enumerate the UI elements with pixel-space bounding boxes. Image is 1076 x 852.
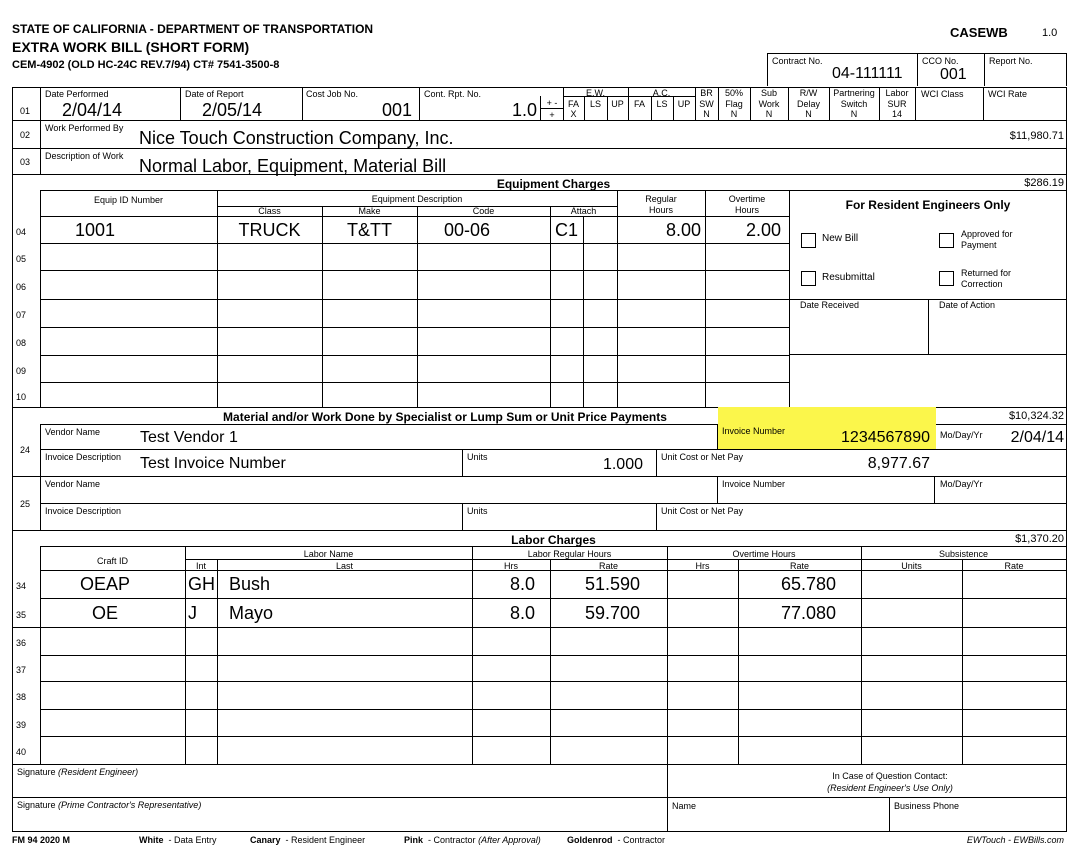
line-number: 35 — [16, 609, 27, 620]
line-number: 36 — [16, 638, 27, 648]
col-code: Code — [472, 206, 495, 216]
ot-rate-cell[interactable]: 65.780 — [780, 574, 836, 594]
col-ot-rate: Rate — [789, 561, 809, 571]
labor-initials-cell[interactable]: GH — [188, 574, 215, 594]
ac-label: A.C. — [652, 88, 671, 98]
line-number: 09 — [16, 365, 27, 376]
cost-job-field[interactable]: 001 — [381, 100, 412, 120]
business-phone-label: Business Phone — [894, 801, 960, 811]
new-bill-label: New Bill — [822, 233, 859, 244]
plus-minus-top[interactable]: + - — [546, 98, 558, 108]
line-number: 37 — [16, 665, 27, 675]
ot-rate-cell[interactable]: 77.080 — [780, 602, 836, 623]
col-reg-hrs: Hrs — [504, 561, 518, 571]
col-overtime: Overtime — [728, 194, 766, 204]
equipment-section-title: Equipment Charges — [496, 177, 611, 191]
col-sub-rate: Rate — [1004, 561, 1024, 571]
line-number: 01 — [20, 106, 31, 116]
col-reg-rate: Rate — [598, 561, 618, 571]
line-number: 08 — [16, 338, 27, 348]
labor-sur-value[interactable]: 14 — [891, 109, 902, 119]
date-report-label: Date of Report — [185, 89, 244, 99]
line-number: 25 — [20, 499, 31, 509]
reg-hours-cell[interactable]: 8.0 — [509, 602, 535, 623]
vendor-name-label: Vendor Name — [45, 427, 101, 437]
contact-note: (Resident Engineer's Use Only) — [827, 783, 953, 793]
resident-engineers-title: For Resident Engineers Only — [845, 198, 1011, 212]
ac-fa-label: FA — [633, 99, 645, 109]
units-field[interactable]: 1.000 — [602, 456, 643, 473]
new-bill-checkbox[interactable] — [801, 233, 816, 248]
reg-rate-cell[interactable]: 59.700 — [584, 602, 640, 623]
labor-initials-cell[interactable]: J — [188, 602, 197, 623]
cost-job-label: Cost Job No. — [306, 89, 359, 99]
equipment-total: $286.19 — [1024, 177, 1064, 189]
line-number: 10 — [16, 391, 27, 402]
br-sw-label: SW — [699, 99, 714, 109]
craft-id-cell[interactable]: OE — [91, 602, 118, 623]
partnering-value[interactable]: N — [850, 109, 858, 119]
returned-label-2: Correction — [961, 279, 1003, 289]
col-subsistence: Subsistence — [938, 549, 989, 559]
copy-white: White - Data Entry — [139, 835, 217, 845]
approved-label-2: Payment — [961, 240, 997, 250]
material-section-title: Material and/or Work Done by Specialist or Lump Sum or Unit Price Payments — [223, 410, 667, 424]
ew-fa-label: FA — [567, 99, 579, 109]
date-label: Mo/Day/Yr — [940, 430, 983, 440]
invoice-description-field[interactable]: Test Invoice Number — [140, 455, 286, 472]
labor-total: $1,370.20 — [1015, 533, 1064, 545]
wci-rate-label: WCI Rate — [988, 89, 1028, 99]
labor-section-title: Labor Charges — [511, 533, 596, 547]
col-labor-regular: Labor Regular Hours — [527, 549, 612, 559]
line-number: 38 — [16, 692, 27, 702]
labor-last-name-cell[interactable]: Mayo — [229, 602, 274, 623]
vendor-name-label-2: Vendor Name — [45, 479, 101, 489]
sub-work-value[interactable]: N — [765, 109, 773, 119]
col-overtime-hours: Hours — [734, 205, 759, 215]
reg-hours-cell[interactable]: 8.0 — [509, 574, 535, 594]
craft-id-cell[interactable]: OEAP — [79, 574, 131, 594]
date-performed-label: Date Performed — [45, 89, 109, 99]
partnering-label: Partnering — [833, 88, 875, 98]
rw-label: R/W — [799, 88, 818, 98]
plus-minus-bottom[interactable]: + — [549, 110, 555, 120]
equip-class-cell[interactable]: TRUCK — [238, 219, 301, 240]
copy-canary: Canary - Resident Engineer — [250, 835, 366, 845]
cco-label: CCO No. — [922, 56, 959, 66]
rw-delay-value[interactable]: N — [805, 109, 812, 119]
col-equip-id: Equip ID Number — [93, 195, 164, 205]
col-ot-hrs: Hrs — [695, 561, 710, 571]
line-number: 04 — [16, 226, 27, 237]
sub-label: Sub — [760, 88, 777, 98]
returned-checkbox[interactable] — [939, 271, 954, 286]
approved-label: Approved for — [961, 229, 1013, 239]
equip-regular-hours-cell[interactable]: 8.00 — [665, 219, 701, 240]
col-craft-id: Craft ID — [96, 556, 128, 566]
line-number: 40 — [16, 747, 27, 757]
footer-form-number: FM 94 2020 M — [12, 835, 71, 845]
labor-label: Labor — [885, 88, 909, 98]
date-action-label: Date of Action — [939, 300, 996, 310]
work-performed-field[interactable]: Nice Touch Construction Company, Inc. — [139, 128, 454, 148]
line-number: 05 — [16, 253, 27, 264]
resubmittal-label: Resubmittal — [822, 272, 875, 283]
signature-contractor-label: Signature (Prime Contractor's Representative) — [17, 800, 202, 810]
approved-checkbox[interactable] — [939, 233, 954, 248]
line-number: 24 — [20, 445, 31, 455]
resubmittal-checkbox[interactable] — [801, 271, 816, 286]
contact-label: In Case of Question Contact: — [832, 771, 948, 781]
signature-resident-label: Signature (Resident Engineer) — [17, 767, 139, 777]
flag-percent-label: 50% — [724, 88, 743, 98]
agency-name: STATE OF CALIFORNIA - DEPARTMENT OF TRANSPORTATION — [12, 22, 374, 36]
copy-pink: Pink - Contractor (After Approval) — [404, 835, 541, 845]
contract-label: Contract No. — [772, 56, 823, 66]
col-equip-desc: Equipment Description — [371, 194, 463, 204]
report-label: Report No. — [989, 56, 1033, 66]
vendor-name-field[interactable]: Test Vendor 1 — [140, 429, 238, 446]
col-attach: Attach — [570, 206, 597, 216]
col-last: Last — [335, 561, 353, 571]
labor-sur-label: SUR — [887, 99, 907, 109]
cco-value[interactable]: 001 — [940, 66, 967, 83]
unit-cost-label: Unit Cost or Net Pay — [661, 452, 744, 462]
equip-make-cell[interactable]: T&TT — [347, 219, 392, 240]
line-number: 02 — [20, 130, 31, 140]
partnering-switch-label: Switch — [840, 99, 868, 109]
br-value[interactable]: N — [703, 109, 710, 119]
bill-total: $11,980.71 — [1009, 130, 1064, 142]
version: 1.0 — [1042, 27, 1058, 39]
sub-work-label: Work — [758, 99, 780, 109]
app-code: CASEWB — [950, 25, 1008, 40]
cont-rpt-label: Cont. Rpt. No. — [424, 89, 482, 99]
invoice-date-field[interactable]: 2/04/14 — [1010, 429, 1064, 446]
date-received-label: Date Received — [800, 300, 860, 310]
units-label: Units — [467, 452, 488, 462]
material-total: $10,324.32 — [1008, 410, 1064, 422]
flag-label: Flag — [725, 99, 743, 109]
line-number: 06 — [16, 281, 27, 292]
col-overtime-hours: Overtime Hours — [732, 549, 796, 559]
equip-id-cell[interactable]: 1001 — [75, 219, 116, 240]
units-label-2: Units — [467, 506, 488, 516]
col-make: Make — [358, 206, 381, 216]
col-class: Class — [258, 206, 281, 216]
unit-cost-label-2: Unit Cost or Net Pay — [661, 506, 744, 516]
ew-fa-value[interactable]: X — [570, 109, 577, 119]
invoice-description-label: Invoice Description — [45, 452, 122, 462]
line-number: 03 — [20, 157, 31, 167]
equip-overtime-hours-cell[interactable]: 2.00 — [745, 219, 781, 240]
col-labor-name: Labor Name — [303, 549, 354, 559]
equip-attach-cell[interactable]: C1 — [554, 219, 578, 240]
contact-name-label: Name — [672, 801, 697, 811]
labor-last-name-cell[interactable]: Bush — [229, 574, 271, 594]
form-title: EXTRA WORK BILL (SHORT FORM) — [12, 39, 250, 55]
rw-delay-label: Delay — [796, 99, 820, 109]
invoice-number-field[interactable]: 1234567890 — [841, 429, 930, 446]
col-regular: Regular — [645, 194, 677, 204]
ew-up-label: UP — [611, 99, 624, 109]
ac-ls-label: LS — [656, 99, 668, 109]
col-sub-units: Units — [901, 561, 922, 571]
ew-ls-label: LS — [589, 99, 601, 109]
wci-class-label: WCI Class — [921, 89, 964, 99]
br-label: BR — [700, 88, 713, 98]
line-number: 34 — [16, 581, 27, 591]
col-int: Int — [195, 561, 206, 571]
equip-code-cell[interactable]: 00-06 — [443, 219, 491, 240]
work-performed-label: Work Performed By — [45, 123, 124, 133]
line-number: 39 — [16, 719, 27, 730]
ew-label: E.W. — [585, 88, 605, 98]
invoice-number-label: Invoice Number — [722, 426, 786, 436]
flag-value[interactable]: N — [730, 109, 738, 119]
returned-label: Returned for — [961, 268, 1012, 278]
reg-rate-cell[interactable]: 51.590 — [584, 574, 640, 594]
date-performed-field[interactable]: 2/04/14 — [62, 100, 123, 120]
copy-goldenrod: Goldenrod - Contractor — [567, 835, 666, 845]
cont-rpt-field[interactable]: 1.0 — [511, 100, 537, 120]
description-label: Description of Work — [45, 151, 124, 161]
line-number: 07 — [16, 310, 27, 320]
brand-footer: EWTouch - EWBills.com — [966, 835, 1064, 845]
invoice-number-label-2: Invoice Number — [722, 479, 786, 489]
date-label-2: Mo/Day/Yr — [940, 479, 983, 489]
contract-value[interactable]: 04-111111 — [832, 65, 903, 82]
col-regular-hours: Hours — [648, 205, 673, 215]
form-number: CEM-4902 (OLD HC-24C REV.7/94) CT# 7541-3500-8 — [12, 59, 280, 71]
ac-up-label: UP — [677, 99, 691, 109]
invoice-description-label-2: Invoice Description — [45, 506, 122, 516]
date-report-field[interactable]: 2/05/14 — [202, 100, 263, 120]
unit-cost-field[interactable]: 8,977.67 — [867, 455, 930, 472]
description-field[interactable]: Normal Labor, Equipment, Material Bill — [139, 156, 447, 176]
